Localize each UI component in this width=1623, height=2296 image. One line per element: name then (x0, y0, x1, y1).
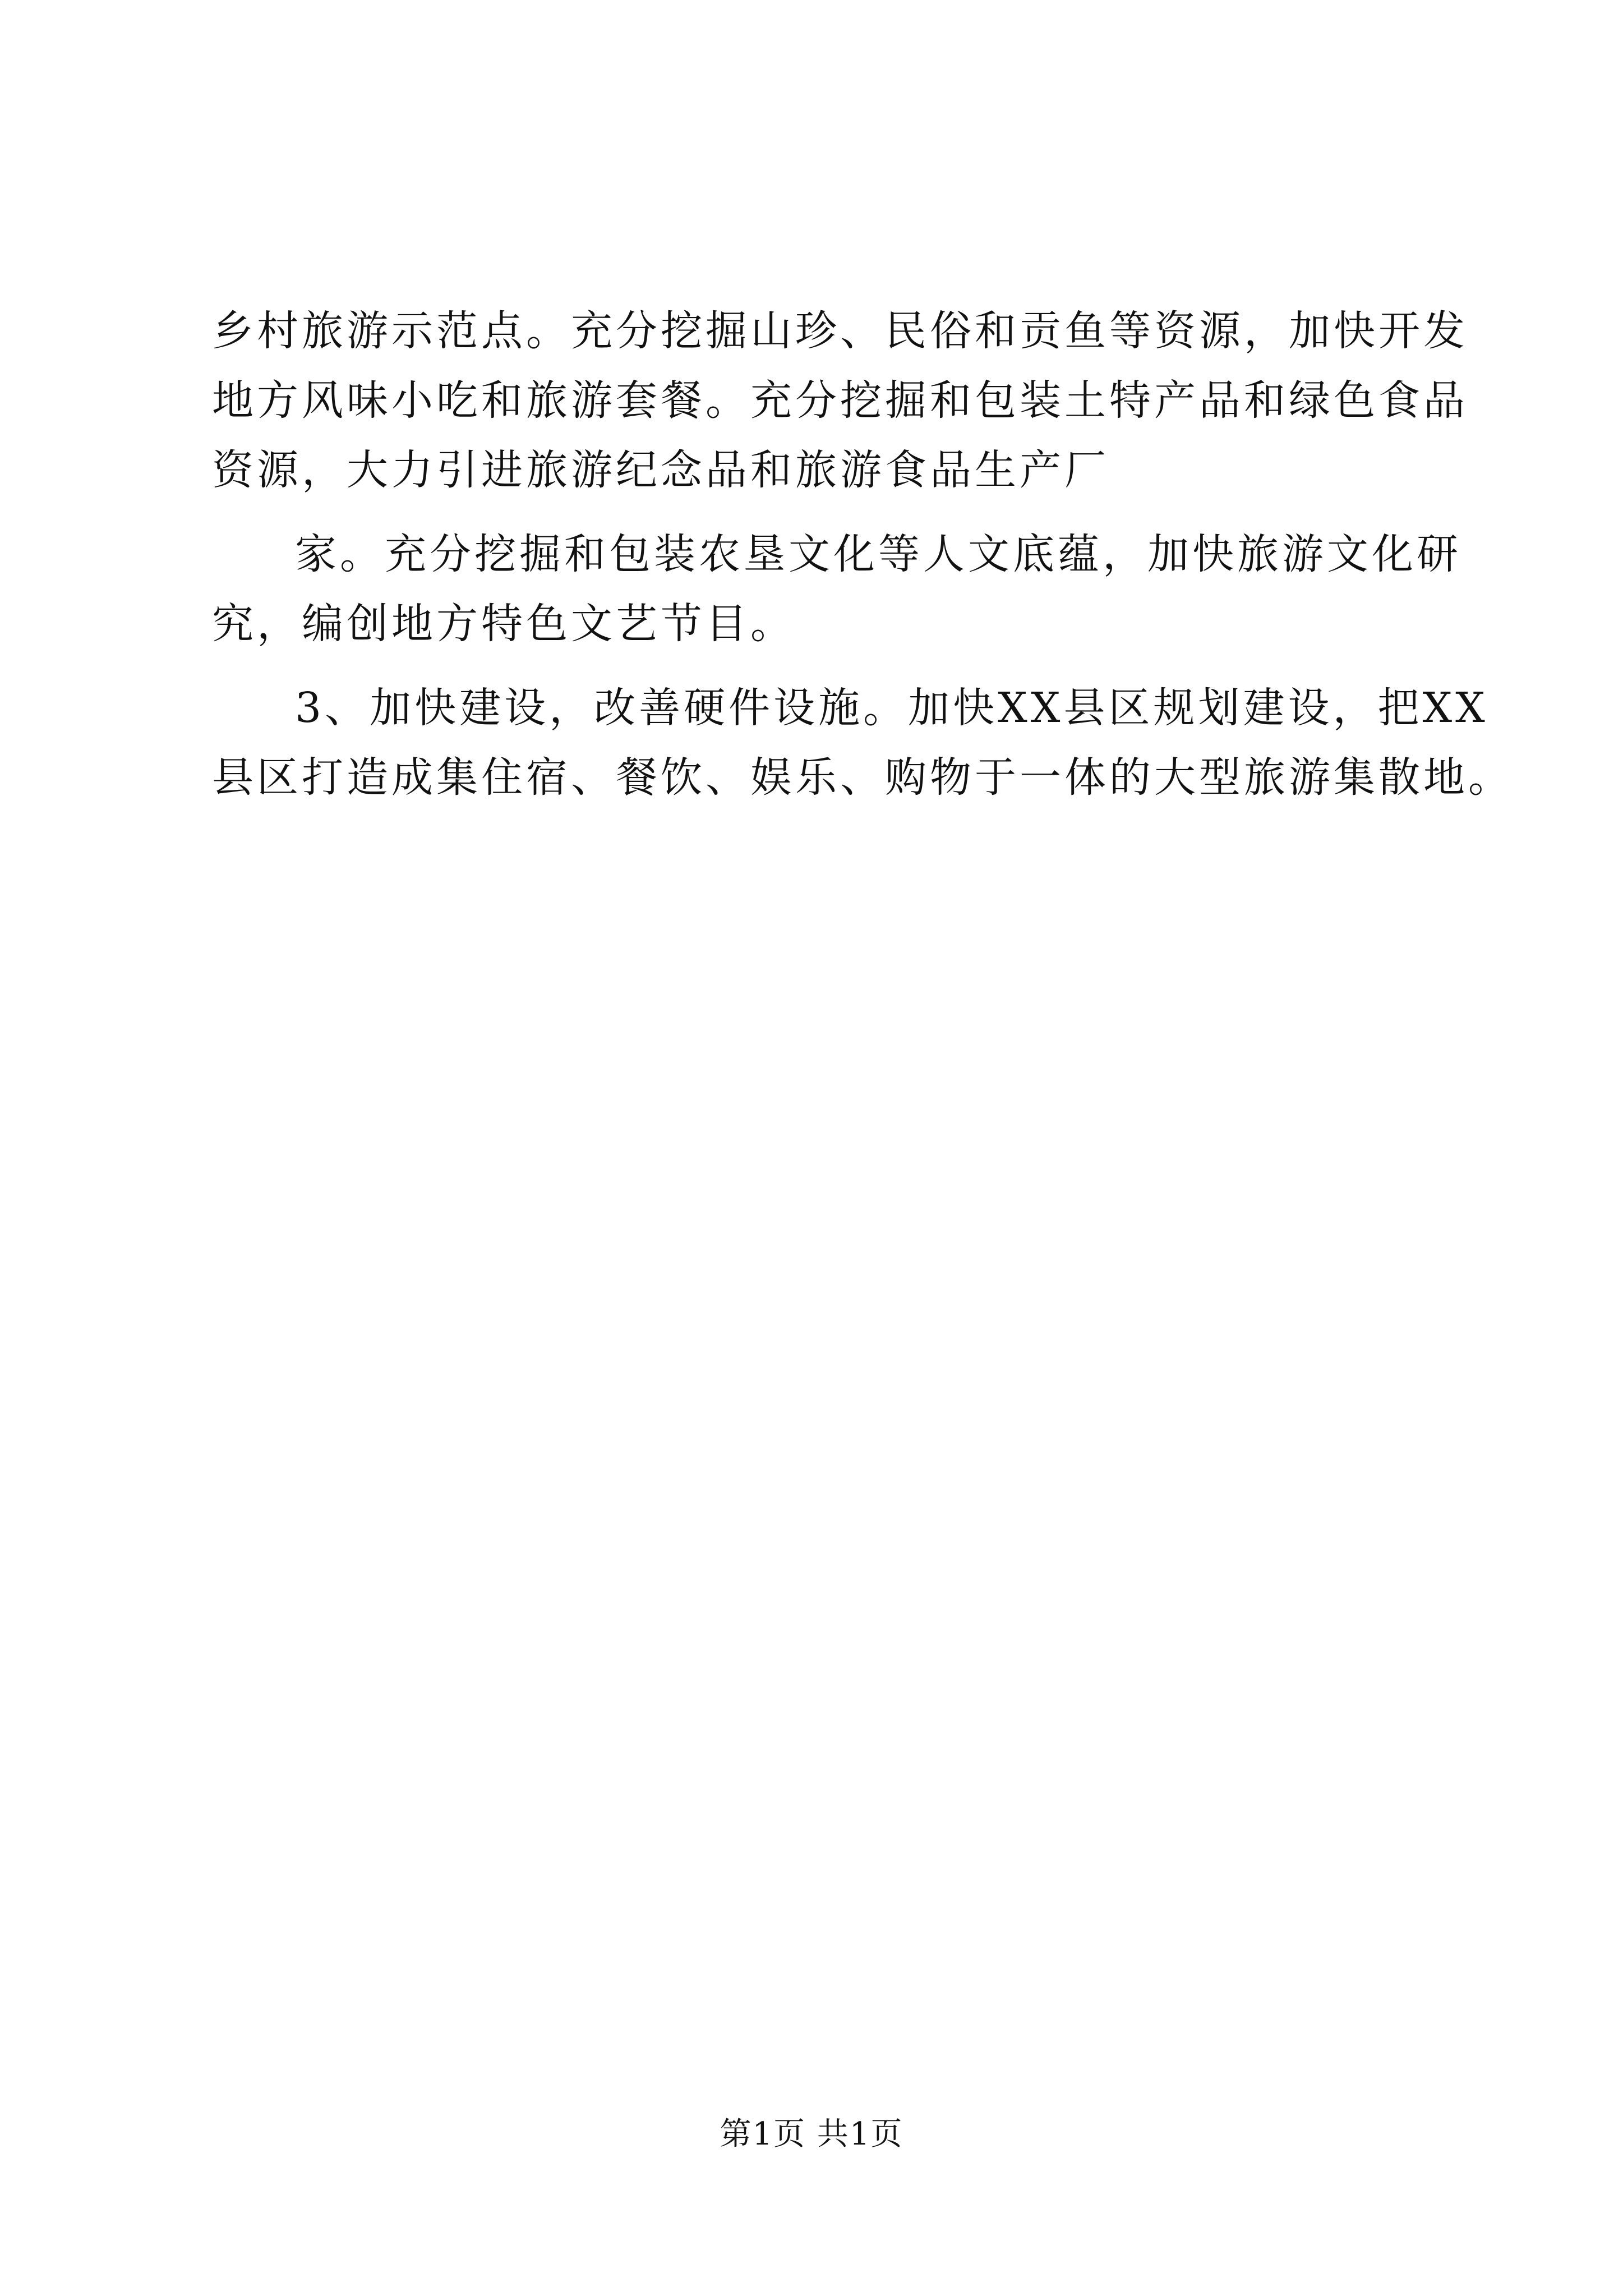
text-line-5: 究，编创地方特色文艺节目。 (212, 600, 795, 648)
document-body (212, 296, 1513, 812)
text-line-3: 资源，大力引进旅游纪念品和旅游食品生产厂 (212, 446, 1109, 494)
text-line-6: 3、加快建设，改善硬件设施。加快XX县区规划建设，把XX (295, 684, 1488, 732)
page-footer: 第1页 共1页 (720, 2116, 903, 2152)
text-line-1: 乡村旅游示范点。充分挖掘山珍、民俗和贡鱼等资源，加快开发 (212, 307, 1468, 355)
text-line-2: 地方风味小吃和旅游套餐。充分挖掘和包装土特产品和绿色食品 (212, 376, 1468, 425)
text-line-4: 家。充分挖掘和包装农垦文化等人文底蕴，加快旅游文化研 (295, 530, 1461, 578)
text-line-7: 县区打造成集住宿、餐饮、娱乐、购物于一体的大型旅游集散地。 (212, 753, 1513, 802)
